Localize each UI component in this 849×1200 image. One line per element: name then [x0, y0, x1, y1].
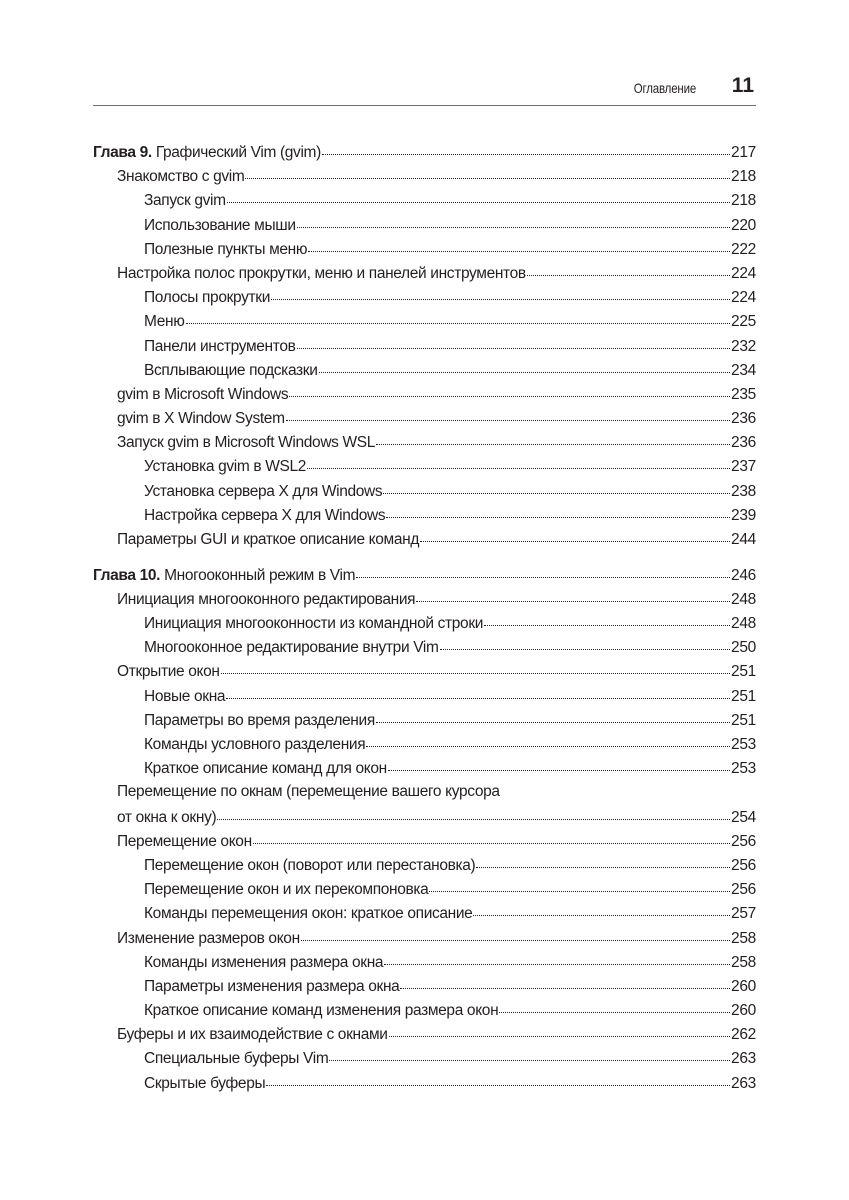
toc-page-number: 244 — [731, 531, 756, 548]
toc-entry-title: Инициация многооконного редактирования — [117, 590, 416, 608]
toc-page-number: 253 — [731, 760, 756, 778]
dot-leader — [356, 566, 730, 580]
toc-page-number: 237 — [731, 458, 756, 476]
toc-entry[interactable] — [93, 264, 756, 288]
toc-chapter-9[interactable] — [93, 143, 756, 167]
dot-leader — [376, 433, 730, 447]
toc-entry-title: Запуск gvim в Microsoft Windows WSL — [117, 434, 376, 452]
toc-entry-title: Полосы прокрутки — [144, 289, 271, 307]
toc-page-number: 263 — [731, 1074, 756, 1092]
toc-entry-title: Запуск gvim — [144, 192, 226, 210]
toc-entry-title: Перемещение окон (поворот или перестановка) — [144, 856, 476, 874]
dot-leader — [383, 482, 730, 496]
toc-page-number: 218 — [731, 168, 756, 186]
toc-entry-title: Краткое описание команд для окон — [144, 760, 387, 778]
chapter-gap — [93, 554, 756, 566]
toc-entry-title: Специальные буферы Vim — [144, 1050, 329, 1068]
toc-page-number: 224 — [731, 264, 756, 282]
toc-entry[interactable] — [93, 1025, 756, 1049]
dot-leader — [253, 832, 730, 846]
table-of-contents — [93, 143, 756, 1098]
toc-page-number: 250 — [731, 639, 756, 657]
toc-entry-title — [93, 567, 355, 585]
toc-page-number: 262 — [731, 1026, 756, 1044]
toc-entry-title: Открытие окон — [117, 663, 220, 681]
toc-page-number: 254 — [731, 808, 756, 826]
dot-leader — [440, 638, 730, 652]
toc-entry-title: Многооконное редактирование внутри Vim — [144, 639, 439, 657]
dot-leader — [286, 409, 730, 423]
dot-leader — [400, 977, 730, 991]
page-number: 11 — [731, 74, 754, 97]
toc-page-number: 220 — [731, 216, 756, 234]
dot-leader — [329, 1049, 730, 1063]
dot-leader — [297, 216, 730, 230]
dot-leader — [245, 167, 730, 181]
toc-entry-title: Меню — [144, 313, 185, 331]
dot-leader — [186, 312, 731, 326]
toc-entry[interactable] — [93, 711, 756, 735]
toc-entry-title: Команды изменения размера окна — [144, 953, 384, 971]
toc-page-number: 225 — [731, 313, 756, 331]
toc-entry-title: Использование мыши — [144, 216, 296, 234]
chapter-10-entries — [93, 590, 756, 1098]
dot-leader — [416, 590, 730, 604]
toc-entry[interactable] — [93, 191, 756, 215]
toc-entry[interactable] — [93, 662, 756, 686]
toc-entry[interactable] — [93, 687, 756, 711]
dot-leader — [484, 614, 730, 628]
toc-page-number: 235 — [731, 385, 756, 403]
dot-leader — [266, 1074, 730, 1088]
header-rule — [93, 105, 756, 106]
toc-entry[interactable] — [93, 457, 756, 481]
toc-page-number: 236 — [731, 410, 756, 428]
toc-entry-title: Инициация многооконности из командной строки — [144, 615, 484, 633]
chapter-title: Многооконный режим в Vim — [160, 566, 356, 584]
toc-entry[interactable] — [93, 409, 756, 433]
toc-entry[interactable] — [93, 1001, 756, 1025]
toc-entry[interactable] — [93, 482, 756, 506]
toc-page-number: 256 — [731, 832, 756, 850]
toc-page-number: 258 — [731, 953, 756, 971]
toc-entry[interactable] — [93, 614, 756, 638]
dot-leader — [297, 337, 731, 351]
toc-page-number: 260 — [731, 1002, 756, 1020]
toc-entry-title: Команды перемещения окон: краткое описание — [144, 905, 473, 923]
toc-entry[interactable] — [93, 880, 756, 904]
toc-entry[interactable] — [93, 953, 756, 977]
toc-chapter-10[interactable] — [93, 566, 756, 590]
dot-leader — [217, 808, 730, 822]
toc-entry-title: Настройка сервера X для Windows — [144, 506, 386, 524]
dot-leader — [420, 530, 730, 544]
toc-page-number: 263 — [731, 1050, 756, 1068]
toc-entry-title: Полезные пункты меню — [144, 240, 308, 258]
dot-leader — [429, 880, 730, 894]
toc-entry[interactable] — [93, 759, 756, 783]
toc-entry[interactable] — [93, 312, 756, 336]
dot-leader — [308, 240, 730, 254]
toc-entry-title: Команды условного разделения — [144, 736, 366, 753]
toc-entry[interactable] — [93, 904, 756, 928]
toc-entry-title: Перемещение окон — [117, 832, 252, 850]
dot-leader — [389, 1025, 730, 1039]
toc-entry[interactable] — [93, 167, 756, 191]
dot-leader — [322, 143, 730, 157]
toc-entry-title: Буферы и их взаимодействие с окнами — [117, 1026, 388, 1044]
toc-entry-title — [93, 144, 321, 162]
toc-entry[interactable] — [93, 735, 756, 759]
running-header-title: Оглавление — [633, 80, 696, 96]
chapter-9-entries — [93, 167, 756, 554]
toc-page-number: 251 — [731, 687, 756, 705]
toc-entry-title-continued: от окна к окну) — [117, 808, 217, 826]
toc-entry-title: Настройка полос прокрутки, меню и панелей инструментов — [117, 264, 526, 282]
dot-leader — [319, 361, 730, 375]
toc-entry[interactable] — [93, 361, 756, 385]
chapter-prefix: Глава 10. — [93, 566, 161, 584]
dot-leader — [289, 385, 730, 399]
toc-page-number: 256 — [731, 881, 756, 899]
dot-leader — [221, 662, 730, 676]
dot-leader — [376, 711, 730, 725]
toc-page-number: 246 — [731, 566, 756, 584]
toc-entry-title: Перемещение окон и их перекомпоновка — [144, 881, 429, 899]
toc-page-number: 234 — [731, 361, 756, 379]
toc-page-number: 257 — [731, 905, 756, 923]
dot-leader — [527, 264, 730, 278]
toc-entry-title: Новые окна — [144, 687, 226, 705]
toc-page-number: 239 — [731, 506, 756, 524]
chapter-title: Графический Vim (gvim) — [151, 144, 321, 161]
dot-leader — [307, 457, 730, 471]
toc-entry[interactable] — [93, 638, 756, 662]
toc-page-number: 236 — [731, 434, 756, 452]
toc-page-number: 238 — [731, 482, 756, 500]
toc-entry[interactable] — [93, 288, 756, 312]
dot-leader — [301, 929, 730, 943]
toc-page-number: 251 — [731, 663, 756, 681]
toc-page-number: 258 — [731, 929, 756, 947]
dot-leader — [476, 856, 730, 870]
toc-entry[interactable] — [93, 433, 756, 457]
toc-entry-title: Параметры во время разделения — [144, 711, 375, 729]
dot-leader — [386, 506, 730, 520]
toc-entry[interactable] — [93, 590, 756, 614]
toc-page-number: 217 — [731, 144, 756, 161]
toc-entry-title: gvim в Microsoft Windows — [117, 385, 289, 403]
chapter-prefix: Глава 9. — [93, 144, 152, 161]
toc-entry[interactable] — [93, 1074, 756, 1098]
toc-entry-title: Скрытые буферы — [144, 1074, 266, 1092]
toc-entry[interactable] — [93, 977, 756, 1001]
toc-page-number: 224 — [731, 289, 756, 307]
dot-leader — [226, 687, 730, 701]
toc-page-number: 251 — [731, 711, 756, 729]
toc-page-number: 248 — [731, 590, 756, 608]
toc-entry[interactable] — [93, 530, 756, 554]
toc-entry-continuation[interactable] — [93, 808, 756, 832]
toc-entry-title: Установка сервера X для Windows — [144, 482, 383, 500]
toc-entry-title: Установка gvim в WSL2 — [144, 458, 306, 476]
toc-entry-title: Изменение размеров окон — [117, 929, 300, 947]
toc-entry[interactable] — [93, 783, 756, 807]
toc-entry-title: Панели инструментов — [144, 337, 296, 355]
toc-entry[interactable] — [93, 337, 756, 361]
toc-entry[interactable] — [93, 1049, 756, 1073]
dot-leader — [384, 953, 730, 967]
toc-entry[interactable] — [93, 506, 756, 530]
toc-entry[interactable] — [93, 216, 756, 240]
toc-page-number: 222 — [731, 240, 756, 258]
toc-entry-title: gvim в X Window System — [117, 410, 285, 428]
dot-leader — [271, 288, 730, 302]
toc-entry-title: Параметры GUI и краткое описание команд — [117, 531, 420, 548]
dot-leader — [366, 735, 730, 749]
toc-page-number: 232 — [731, 337, 756, 355]
toc-page-number: 218 — [731, 192, 756, 210]
toc-page-number: 248 — [731, 615, 756, 633]
dot-leader — [388, 759, 730, 773]
toc-entry[interactable] — [93, 856, 756, 880]
running-header — [93, 74, 756, 104]
toc-entry[interactable] — [93, 385, 756, 409]
toc-page-number: 256 — [731, 856, 756, 874]
toc-entry-title: Параметры изменения размера окна — [144, 977, 400, 995]
toc-entry-title: Перемещение по окнам (перемещение вашего курсора — [117, 783, 500, 801]
toc-page-number: 260 — [731, 977, 756, 995]
dot-leader — [473, 904, 730, 918]
toc-page-number: 253 — [731, 736, 756, 753]
toc-entry-title: Краткое описание команд изменения размера окон — [144, 1002, 499, 1020]
toc-entry-title: Всплывающие подсказки — [144, 361, 318, 379]
dot-leader — [227, 191, 730, 205]
toc-entry[interactable] — [93, 240, 756, 264]
toc-entry[interactable] — [93, 832, 756, 856]
toc-entry-title: Знакомство с gvim — [117, 168, 245, 186]
dot-leader — [499, 1001, 730, 1015]
toc-entry[interactable] — [93, 929, 756, 953]
